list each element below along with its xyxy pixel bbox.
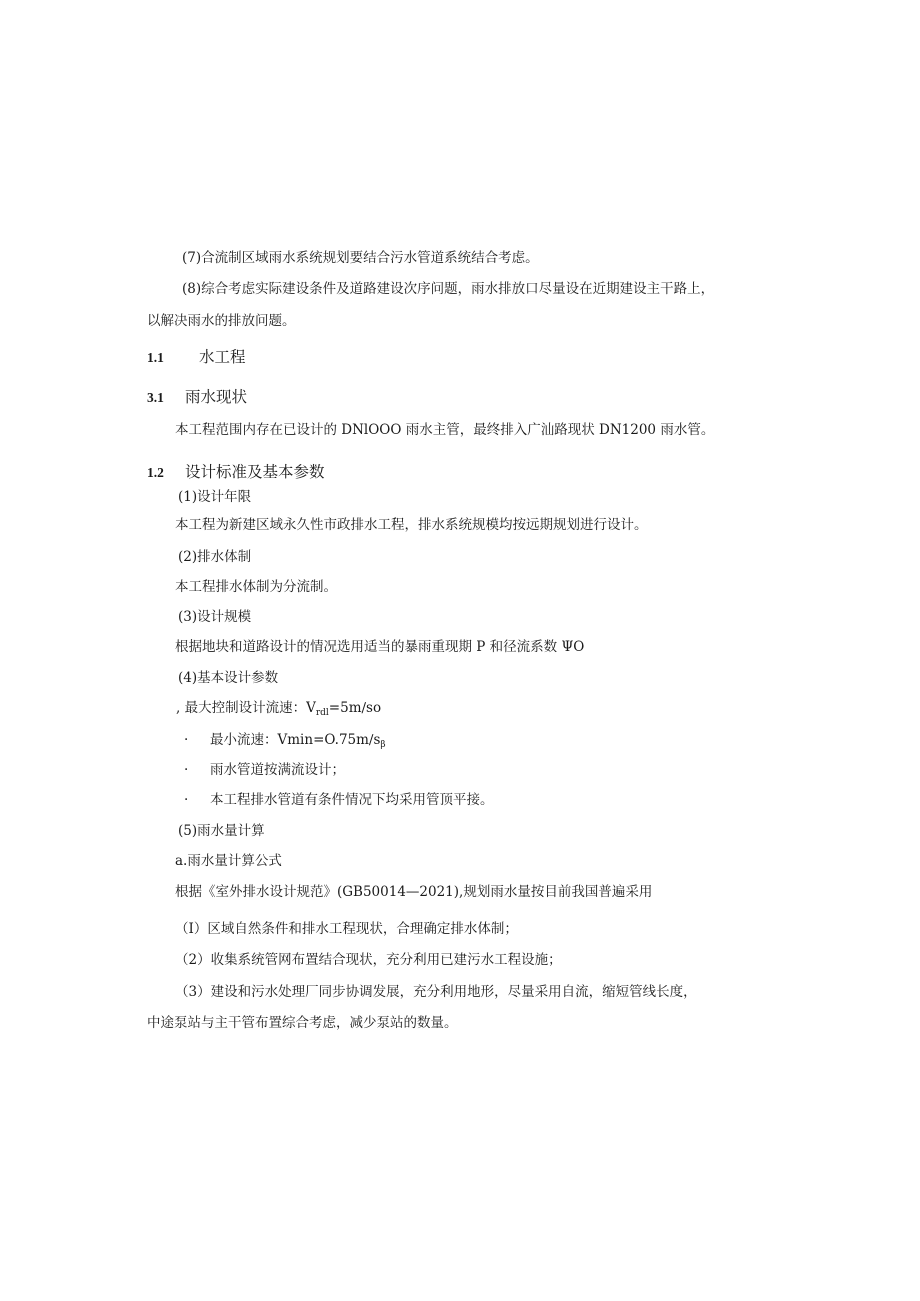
bullet-dot: · [184, 762, 189, 778]
param-min-velocity [184, 731, 386, 754]
item-4-title: (4)基本设计参数 [178, 670, 279, 686]
item-3-title: (3)设计规模 [178, 609, 252, 625]
section-heading-3-1 [147, 387, 247, 408]
item-5-title: (5)雨水量计算 [178, 823, 265, 839]
principle-3-line2: 中途泵站与主干管布置综合考虑，减少泵站的数量。 [147, 1015, 458, 1031]
principle-2: （2）收集系统管网布置结合现状，充分利用已建污水工程设施； [175, 952, 562, 968]
param-max-velocity-subscript: rdl [315, 708, 329, 718]
bullet-dot: · [184, 732, 189, 748]
item-5a-body: 根据《室外排水设计规范》(GB50014—2021),规划雨水量按目前我国普遍采用 [175, 884, 653, 900]
item-5a-title: a.雨水量计算公式 [175, 853, 282, 869]
section-title: 设计标准及基本参数 [185, 463, 325, 481]
section-title: 水工程 [199, 348, 246, 366]
section-title: 雨水现状 [185, 388, 248, 406]
item-3-body: 根据地块和道路设计的情况选用适当的暴雨重现期 P 和径流系数 ΨO [175, 639, 585, 655]
param-min-velocity-text: 最小流速：Vmin=O.75m∕s [210, 732, 381, 748]
section-number: 3.1 [147, 390, 164, 405]
section-heading-1-1 [147, 347, 246, 368]
paragraph-7: (7)合流制区域雨水系统规划要结合污水管道系统结合考虑。 [182, 250, 539, 266]
param-full-flow-text: 雨水管道按满流设计； [210, 762, 345, 778]
paragraph-8-line1: (8)综合考虑实际建设条件及道路建设次序问题，雨水排放口尽量设在近期建设主干路上， [182, 281, 715, 297]
param-max-velocity-suffix: =5m∕so [328, 700, 382, 716]
item-1-body: 本工程为新建区域永久性市政排水工程，排水系统规模均按远期规划进行设计。 [175, 517, 648, 533]
param-full-flow [184, 761, 345, 779]
principle-3-line1: （3）建设和污水处理厂同步协调发展，充分利用地形，尽量采用自流，缩短管线长度， [175, 984, 697, 1000]
paragraph-8-line2: 以解决雨水的排放问题。 [147, 313, 296, 329]
item-2-title: (2)排水体制 [178, 549, 252, 565]
section-number: 1.1 [147, 350, 164, 365]
section-3-1-body: 本工程范围内存在已设计的 DNlOOO 雨水主管，最终排入广汕路现状 DN1200 雨水管。 [175, 422, 715, 438]
bullet-dot: · [184, 792, 189, 808]
param-crown-joint-text: 本工程排水管道有条件情况下均采用管顶平接。 [210, 792, 494, 808]
item-2-body: 本工程排水体制为分流制。 [175, 579, 337, 595]
param-min-velocity-subscript: β [380, 740, 386, 750]
param-crown-joint [184, 791, 494, 809]
section-number: 1.2 [147, 465, 164, 480]
item-1-title: (1)设计年限 [178, 489, 252, 505]
section-heading-1-2 [147, 462, 325, 483]
param-max-velocity [176, 699, 381, 722]
param-max-velocity-prefix: , 最大控制设计流速：V [176, 700, 316, 716]
principle-1: （I）区域自然条件和排水工程现状，合理确定排水体制； [175, 921, 518, 937]
